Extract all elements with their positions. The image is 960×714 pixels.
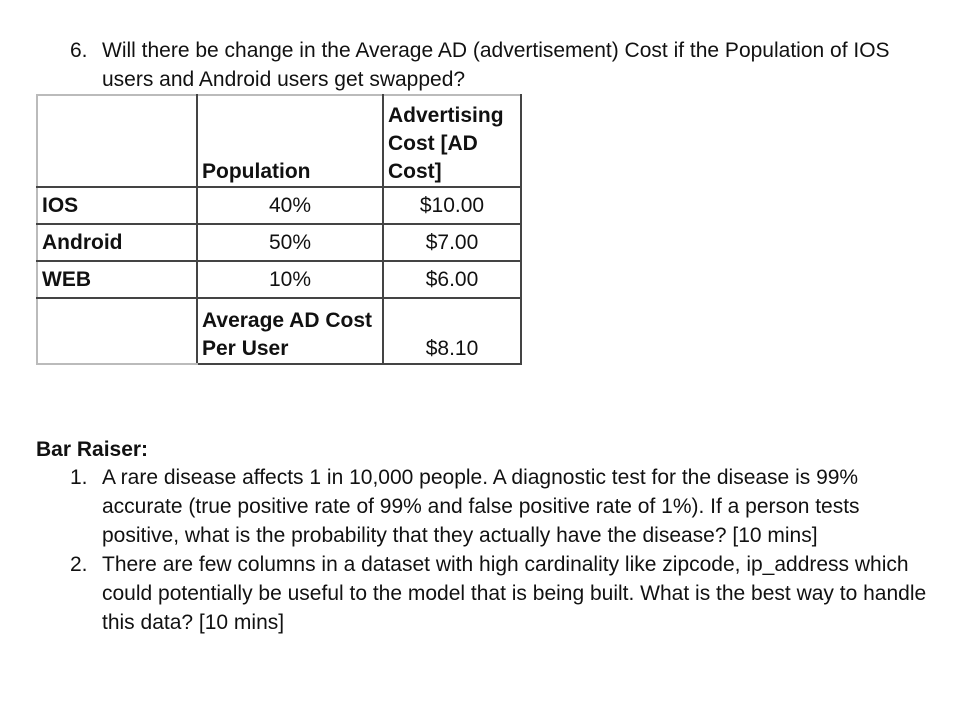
list-item-text: There are few columns in a dataset with high cardinality like zipcode, ip_address which could potentially be useful to the model that is being built. What is the best way to handle this data? [10 mins] [102, 553, 927, 634]
header-empty-cell [37, 95, 197, 187]
list-item-number: 1. [70, 466, 88, 489]
platform-cell: WEB [37, 261, 197, 298]
ad-cost-table [36, 94, 522, 365]
header-population: Population [197, 95, 383, 187]
list-item [70, 550, 930, 637]
ad-cost-cell: $7.00 [383, 224, 521, 261]
platform-cell: IOS [37, 187, 197, 224]
ad-cost-cell: $10.00 [383, 187, 521, 224]
average-row [37, 298, 521, 364]
header-ad-cost: Advertising Cost [AD Cost] [383, 95, 521, 187]
ad-cost-cell: $6.00 [383, 261, 521, 298]
list-item-text: A rare disease affects 1 in 10,000 people. A diagnostic test for the disease is 99% accurate (true positive rate of 99% and false positive rate of 1%). If a person tests positive, what is the probability that they actually have the disease? [10 mins] [102, 466, 860, 547]
population-cell: 40% [197, 187, 383, 224]
bar-raiser-title: Bar Raiser: [36, 438, 149, 461]
average-empty-cell [37, 298, 197, 364]
table-row [37, 261, 521, 298]
average-value: $8.10 [383, 298, 521, 364]
bar-raiser-list [70, 463, 930, 637]
platform-cell: Android [37, 224, 197, 261]
list-item-number: 2. [70, 553, 88, 576]
question-6-text: Will there be change in the Average AD (advertisement) Cost if the Population of IOS users and Android users get swapped? [102, 39, 890, 91]
population-cell: 50% [197, 224, 383, 261]
table-row [37, 187, 521, 224]
population-cell: 10% [197, 261, 383, 298]
question-6-number: 6. [70, 39, 88, 62]
table-header-row [37, 95, 521, 187]
list-item [70, 463, 930, 550]
table-row [37, 224, 521, 261]
average-label: Average AD Cost Per User [197, 298, 383, 364]
